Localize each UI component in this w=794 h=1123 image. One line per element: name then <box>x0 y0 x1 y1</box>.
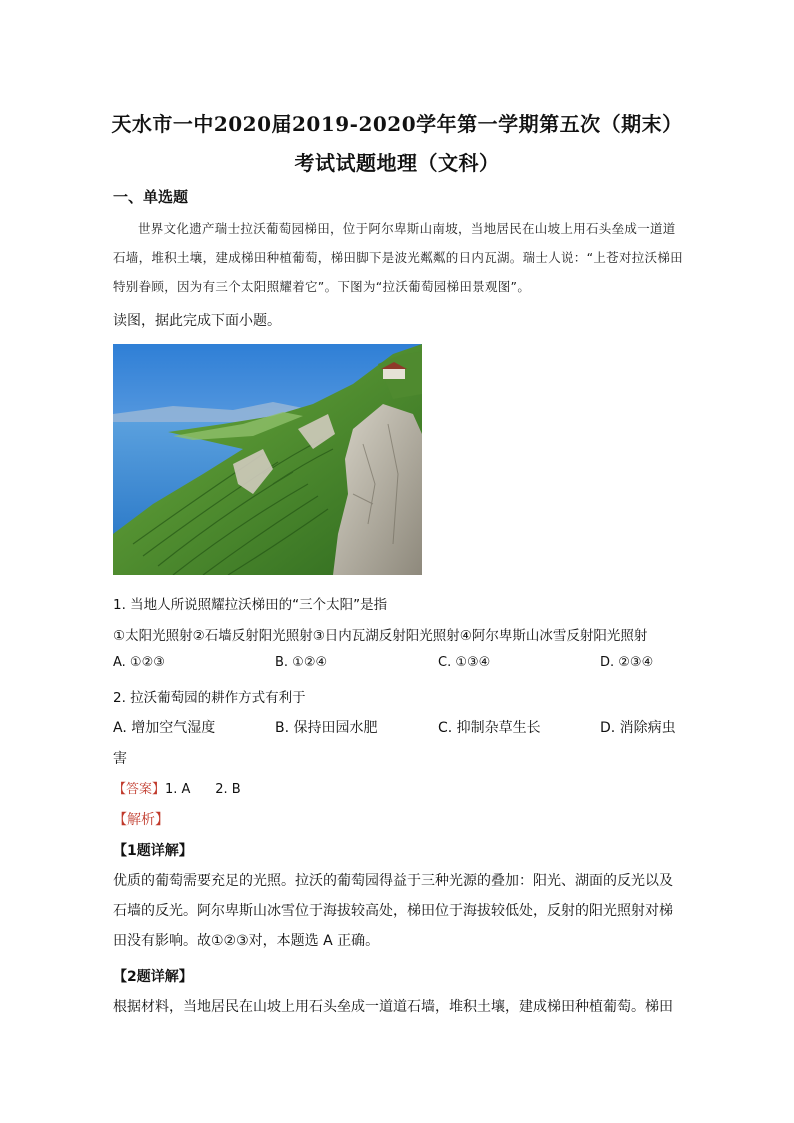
detail-1-text: 优质的葡萄需要充足的光照。拉沃的葡萄园得益于三种光源的叠加：阳光、湖面的反光以及石墙的反光。阿尔卑斯山冰雪位于海拔较高处，梯田位于海拔较低处，反射的阳光照射对梯田没有影响。故①②③对，本题选 A 正确。 <box>113 873 673 949</box>
detail-1-heading: 【1题详解】 <box>113 843 193 859</box>
answer-values: 1. A 2. B <box>165 782 241 797</box>
vineyard-landscape-image <box>113 344 422 575</box>
question-2-option-b: B. 保持田园水肥 <box>275 720 378 736</box>
question-1-option-b: B. ①②④ <box>275 655 328 670</box>
question-1-stem: 1. 当地人所说照耀拉沃梯田的“三个太阳”是指 <box>113 597 388 613</box>
material-text: 世界文化遗产瑞士拉沃葡萄园梯田，位于阿尔卑斯山南坡，当地居民在山坡上用石头垒成一道道石墙，堆积土壤，建成梯田种植葡萄，梯田脚下是波光粼粼的日内瓦湖。瑞士人说：“上苍对拉沃梯田特别眷顾，因为有三个太阳照耀着它”。下图为“拉沃葡萄园梯田景观图”。 <box>113 221 683 294</box>
question-2-stem: 2. 拉沃葡萄园的耕作方式有利于 <box>113 690 306 706</box>
detail-2-heading: 【2题详解】 <box>113 969 193 985</box>
question-1-option-c: C. ①③④ <box>438 655 491 670</box>
section-heading: 一、单选题 <box>113 188 189 206</box>
question-1-option-a: A. ①②③ <box>113 655 165 670</box>
material-instruction: 读图，据此完成下面小题。 <box>113 313 281 329</box>
question-2-option-wrap: 害 <box>113 751 127 767</box>
answer-label: 【答案】 <box>113 782 166 797</box>
answer-line <box>113 778 241 797</box>
question-2-option-a: A. 增加空气湿度 <box>113 720 216 736</box>
question-2-option-d: D. 消除病虫 <box>600 720 676 736</box>
question-1-option-d: D. ②③④ <box>600 655 654 670</box>
question-1-statements: ①太阳光照射②石墙反射阳光照射③日内瓦湖反射阳光照射④阿尔卑斯山冰雪反射阳光照射 <box>113 628 648 644</box>
title-line-1: 天水市一中2020届2019-2020学年第一学期第五次（期末） <box>111 112 683 136</box>
title-line-2: 考试试题地理（文科） <box>294 151 500 175</box>
lavaux-vineyard-photo <box>113 344 422 575</box>
question-2-option-c: C. 抑制杂草生长 <box>438 720 541 736</box>
detail-2-text: 根据材料，当地居民在山坡上用石头垒成一道道石墙，堆积土壤，建成梯田种植葡萄。梯田 <box>113 999 673 1015</box>
analysis-label: 【解析】 <box>113 812 169 828</box>
